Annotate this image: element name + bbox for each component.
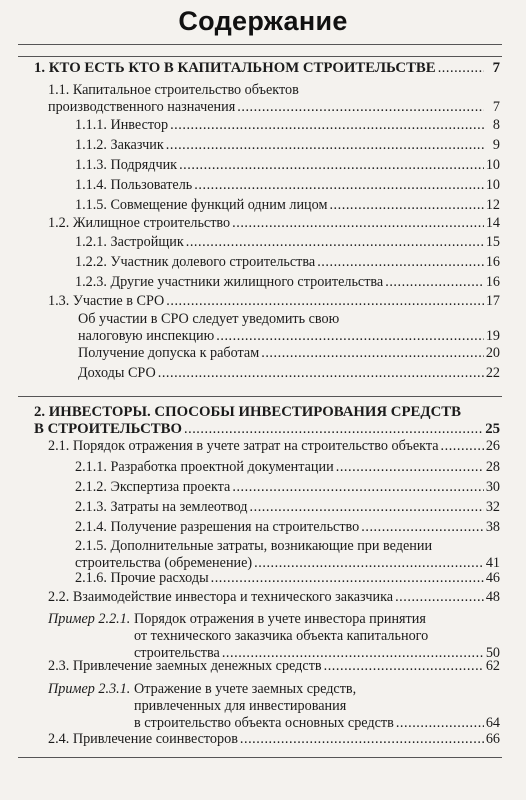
entry-title: 2.1. Порядок отражения в учете затрат на строительство объекта — [48, 438, 439, 454]
entry-title: строительства — [134, 645, 220, 661]
toc-entry-line — [48, 438, 500, 455]
dot-leader — [438, 60, 484, 77]
entry-title: 2.2. Взаимодействие инвестора и технического заказчика — [48, 589, 394, 605]
page-number: 7 — [492, 99, 500, 115]
toc-entry-line — [75, 519, 500, 536]
toc-entry-line — [48, 611, 500, 628]
entry-title: производственного назначения — [48, 99, 236, 115]
dot-leader — [232, 479, 483, 496]
page-number: 16 — [485, 274, 500, 290]
dot-leader — [395, 589, 484, 606]
toc-entry-line — [75, 234, 500, 251]
page-number: 25 — [485, 421, 500, 437]
toc-entry-line — [75, 197, 500, 214]
page-number: 7 — [492, 60, 500, 76]
entry-title: 2.1.6. Прочие расходы — [75, 570, 209, 586]
toc-entry — [48, 293, 500, 310]
toc-entry-line — [78, 311, 500, 328]
dot-leader — [385, 274, 484, 291]
entry-title: 2.4. Привлечение соинвесторов — [48, 731, 238, 747]
toc-entry — [48, 731, 500, 748]
page-number: 41 — [485, 555, 500, 571]
dot-leader — [166, 293, 484, 310]
entry-title: 1.2.1. Застройщик — [75, 234, 184, 250]
toc-entry — [75, 177, 500, 194]
entry-title: 1.2. Жилищное строительство — [48, 215, 231, 231]
toc-entry-line — [48, 293, 500, 310]
entry-title: от технического заказчика объекта капитального — [134, 628, 429, 644]
entry-title: 2.1.2. Экспертиза проекта — [75, 479, 231, 495]
page-title: Содержание — [178, 6, 348, 36]
toc-entry — [75, 137, 500, 154]
toc-entry-line — [48, 99, 500, 116]
toc-entry — [75, 274, 500, 291]
dot-leader — [336, 459, 484, 476]
page-number: 10 — [485, 157, 500, 173]
page-number: 16 — [485, 254, 500, 270]
toc-entry — [75, 479, 500, 496]
dot-leader — [194, 177, 484, 194]
entry-title: 1.1.1. Инвестор — [75, 117, 169, 133]
toc-entry-line — [34, 404, 500, 421]
entry-title: 1.2.2. Участник долевого строительства — [75, 254, 316, 270]
page-number: 64 — [485, 715, 500, 731]
toc-entry-line — [75, 459, 500, 476]
toc-entry-line — [34, 60, 500, 77]
toc-entry — [78, 345, 500, 362]
dot-leader — [396, 715, 484, 732]
section-rule — [18, 757, 502, 758]
dot-leader — [250, 499, 484, 516]
dot-leader — [166, 137, 484, 154]
page-number: 22 — [485, 365, 500, 381]
dot-leader — [179, 157, 484, 174]
page-number: 32 — [485, 499, 500, 515]
page-number: 19 — [485, 328, 500, 344]
entry-title: 2.1.4. Получение разрешения на строительство — [75, 519, 360, 535]
page-number: 8 — [492, 117, 500, 133]
page-number: 20 — [485, 345, 500, 361]
toc-entry-line — [75, 538, 500, 555]
toc-entry-line — [75, 570, 500, 587]
toc-entry — [78, 365, 500, 382]
dot-leader — [261, 345, 484, 362]
entry-title: Порядок отражения в учете инвестора принятия — [134, 611, 426, 627]
example-label: Пример 2.3.1. — [48, 681, 131, 697]
entry-title: Об участии в СРО следует уведомить свою — [78, 311, 340, 327]
toc-entry-line — [48, 715, 500, 732]
toc-entry-line — [75, 274, 500, 291]
entry-title: привлеченных для инвестирования — [134, 698, 347, 714]
toc-entry-line — [34, 421, 500, 438]
example-label: Пример 2.2.1. — [48, 611, 131, 627]
dot-leader — [158, 365, 484, 382]
toc-entry-line — [78, 328, 500, 345]
toc-entry — [34, 60, 500, 77]
entry-title: 2.1.5. Дополнительные затраты, возникающие при ведении — [75, 538, 433, 554]
toc-entry-line — [48, 589, 500, 606]
entry-title: 1.2.3. Другие участники жилищного строительства — [75, 274, 384, 290]
dot-leader — [329, 197, 483, 214]
toc-entry — [75, 254, 500, 271]
toc-entry — [34, 404, 500, 438]
dot-leader — [186, 234, 484, 251]
page-number: 9 — [492, 137, 500, 153]
dot-leader — [216, 328, 484, 345]
toc-entry-line — [75, 157, 500, 174]
page-number: 15 — [485, 234, 500, 250]
chapter-title: 1. КТО ЕСТЬ КТО В КАПИТАЛЬНОМ СТРОИТЕЛЬСТВЕ — [34, 60, 436, 76]
entry-title: 1.1.3. Подрядчик — [75, 157, 178, 173]
toc-entry — [48, 681, 500, 732]
dot-leader — [184, 421, 483, 438]
toc-entry — [75, 117, 500, 134]
dot-leader — [317, 254, 484, 271]
entry-title: 1.3. Участие в СРО — [48, 293, 165, 309]
toc-entry-line — [75, 479, 500, 496]
toc-entry — [75, 570, 500, 587]
entry-title: 1.1.2. Заказчик — [75, 137, 164, 153]
toc-entry — [75, 538, 500, 572]
page-number: 46 — [485, 570, 500, 586]
toc-entry-line — [48, 215, 500, 232]
chapter-title: 2. ИНВЕСТОРЫ. СПОСОБЫ ИНВЕСТИРОВАНИЯ СРЕДСТВ — [34, 404, 461, 420]
dot-leader — [441, 438, 484, 455]
page-number: 17 — [485, 293, 500, 309]
page-number: 50 — [485, 645, 500, 661]
page-number: 66 — [485, 731, 500, 747]
entry-title: Получение допуска к работам — [78, 345, 260, 361]
toc-entry-line — [75, 177, 500, 194]
dot-leader — [170, 117, 484, 134]
toc-entry-line — [78, 365, 500, 382]
dot-leader — [240, 731, 484, 748]
entry-title: 1.1.4. Пользователь — [75, 177, 193, 193]
toc-entry — [75, 197, 500, 214]
toc-entry — [75, 499, 500, 516]
toc-entry-line — [75, 254, 500, 271]
toc-entry-line — [75, 137, 500, 154]
toc-entry-line — [48, 628, 500, 645]
toc-entry-line — [48, 698, 500, 715]
title-rule — [18, 44, 502, 45]
dot-leader — [324, 658, 484, 675]
dot-leader — [232, 215, 484, 232]
dot-leader — [237, 99, 484, 116]
toc-entry — [48, 82, 500, 116]
toc-entry — [75, 234, 500, 251]
toc-entry-line — [78, 345, 500, 362]
entry-title: Доходы СРО — [78, 365, 156, 381]
entry-title: 1.1.5. Совмещение функций одним лицом — [75, 197, 328, 213]
entry-title: строительства (обременение) — [75, 555, 253, 571]
dot-leader — [361, 519, 484, 536]
toc-entry — [48, 589, 500, 606]
entry-title: 2.1.1. Разработка проектной документации — [75, 459, 334, 475]
entry-title: налоговую инспекцию — [78, 328, 215, 344]
entry-title: в строительство объекта основных средств — [134, 715, 394, 731]
page-number: 28 — [485, 459, 500, 475]
toc-entry — [75, 459, 500, 476]
toc-entry-line — [75, 499, 500, 516]
entry-title: 2.1.3. Затраты на землеотвод — [75, 499, 248, 515]
entry-title: 2.3. Привлечение заемных денежных средств — [48, 658, 322, 674]
toc-entry — [78, 311, 500, 345]
toc-entry — [48, 658, 500, 675]
dot-leader — [211, 570, 484, 587]
entry-title: Отражение в учете заемных средств, — [134, 681, 357, 697]
toc-entry-line — [48, 681, 500, 698]
page-number: 10 — [485, 177, 500, 193]
toc-entry — [48, 438, 500, 455]
page-number: 38 — [485, 519, 500, 535]
toc-entry — [48, 215, 500, 232]
entry-title: 1.1. Капитальное строительство объектов — [48, 82, 299, 98]
page-number: 62 — [485, 658, 500, 674]
toc-entry-line — [75, 117, 500, 134]
toc-entry — [48, 611, 500, 662]
toc-entry-line — [48, 731, 500, 748]
chapter-title: В СТРОИТЕЛЬСТВО — [34, 421, 183, 437]
toc-entry — [75, 157, 500, 174]
toc-entry — [75, 519, 500, 536]
page-number: 12 — [485, 197, 500, 213]
page-number: 30 — [485, 479, 500, 495]
page-number: 26 — [485, 438, 500, 454]
section-rule — [18, 396, 502, 397]
chapter-rule — [18, 56, 502, 57]
page-number: 14 — [485, 215, 500, 231]
page-number: 48 — [485, 589, 500, 605]
toc-entry-line — [48, 658, 500, 675]
toc-entry-line — [48, 82, 500, 99]
